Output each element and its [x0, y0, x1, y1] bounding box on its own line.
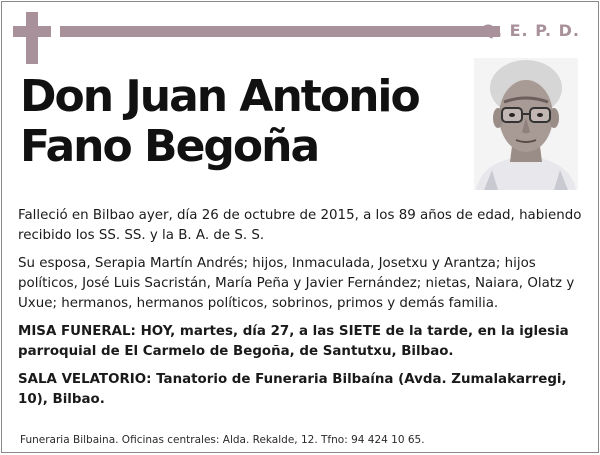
- qepd-label: Q. E. P. D.: [481, 21, 580, 40]
- latin-cross-icon: [13, 12, 53, 64]
- header-band: [60, 26, 500, 37]
- deceased-name-line-1: Don Juan Antonio: [20, 71, 419, 122]
- funeral-home-footer: Funeraria Bilbaina. Oficinas centrales: Alda. Rekalde, 12. Tfno: 94 424 10 65.: [20, 434, 425, 446]
- death-notice-paragraph: Falleció en Bilbao ayer, día 26 de octubre de 2015, a los 89 años de edad, habiendo recibido los SS. SS. y la B. A. de S. S.: [18, 208, 582, 243]
- deceased-name: [20, 72, 460, 172]
- obituary-card: [1, 1, 599, 453]
- obituary-body: [18, 206, 586, 418]
- portrait-illustration: [474, 58, 578, 190]
- deceased-name-line-2: Fano Begoña: [20, 121, 319, 172]
- cross-vertical-bar: [26, 12, 38, 64]
- family-paragraph: Su esposa, Serapia Martín Andrés; hijos, Inmaculada, Josetxu y Arantza; hijos políticos, José Luis Sacristán, María Peña y Javier Fernández; nietas, Naiara, Olatz y Uxue; hermanos, hermanos políticos, sobrinos, primos y demás familia.: [18, 256, 575, 311]
- funeral-mass-paragraph: MISA FUNERAL: HOY, martes, día 27, a las SIETE de la tarde, en la iglesia parroquial de El Carmelo de Begoña, de Santutxu, Bilbao.: [18, 324, 569, 359]
- cross-horizontal-bar: [13, 26, 51, 37]
- wake-room-paragraph: SALA VELATORIO: Tanatorio de Funeraria Bilbaína (Avda. Zumalakarregi, 10), Bilbao.: [18, 372, 567, 407]
- portrait-photo: [474, 58, 578, 190]
